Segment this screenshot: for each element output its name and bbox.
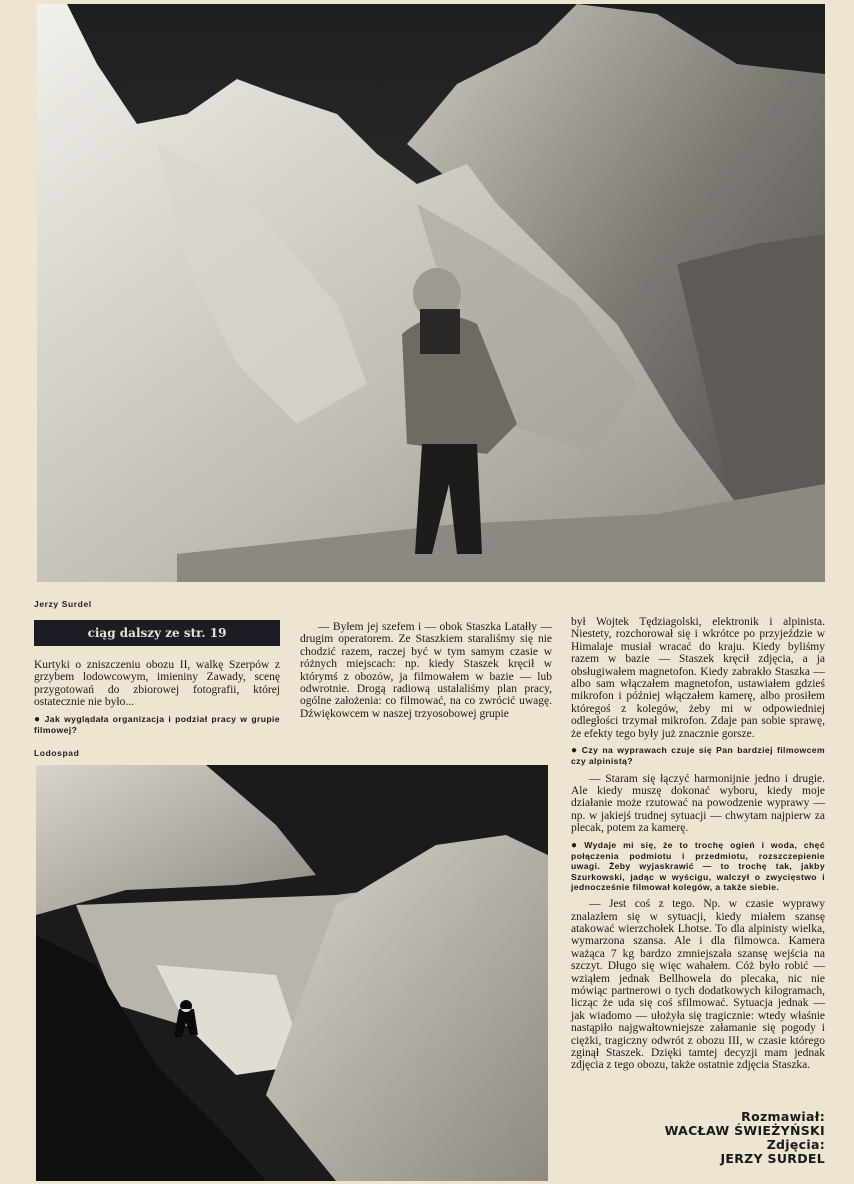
interview-question [571,745,825,767]
interview-question [571,840,825,892]
bullet-icon: ● [571,745,579,757]
bottom-photo-icefall [36,765,548,1181]
column-3-paragraph-1: był Wojtek Tędziagolski, elektronik i alpinista. Niestety, rozchorował się i wkrótce po przyjeździe w Himalaje musiał wracać do kraju. Kiedy byliśmy razem w bazie — Staszek kręcił zdjęcia, a ja obsługiwałem magnetofon. Kiedy zabrakło Staszka — albo sam włączałem magnetofon, ustawiałem gdzieś mikrofon i później włączałem kamerę, albo prosiłem któregoś z kolegów, żeby mi w odpowiedniej odległości trzymał mikrofon. Zdaje pan sobie sprawę, że efekty tego były już znacznie gorsze. [571,616,825,740]
column-3-paragraph-3: — Jest coś z tego. Np. w czasie wyprawy znalazłem się w sytuacji, kiedy miałem szansę atakować wierzchołek Lhotse. To dla alpinisty wielka, wymarzona szansa. Ale i dla filmowca. Kamera ważąca 7 kg bardzo zmniejszała szansę wejścia na szczyt. Długo się więc wahałem. Cóż było robić — wziąłem jednak Bellhowela do plecaka, nic nie mówiąc partnerowi o tych dodatkowych kilogramach, licząc że uda się coś sfilmować. Sytuacja jednak — jak wiadomo — ułożyła się tragicznie: wtedy właśnie nastąpiło najgwałtowniejsze załamanie się pogody i ciężki, tragiczny odwrót z obozu III, w czasie którego zginął Staszek. Dzięki tamtej decyzji mam jednak zdjęcia z tego obozu, także ostatnie zdjęcia Staszka. [571,898,825,1072]
column-2-paragraph: — Byłem jej szefem i — obok Staszka Latałły — drugim operatorem. Ze Staszkiem staraliśmy się nie chodzić razem, raczej być w tym samym czasie w różnych miejscach: np. kiedy Staszek kręcił w którymś z obozów, ja filmowałem w bazie — lub odwrotnie. Drogą radiową ustalaliśmy plan pracy, ogólne założenia: co filmować, na co zwrócić uwagę. Dźwiękowcem w naszej trzyosobowej grupie [300,621,552,720]
article-credits [665,1110,825,1166]
question-text: Jak wyglądała organizacja i podział pracy w grupie filmowej? [34,713,280,735]
continued-from-banner: ciąg dalszy ze str. 19 [34,620,280,646]
column-2 [300,621,552,720]
photos-label: Zdjęcia: [766,1137,825,1152]
top-photo-cameraman-icefall [37,4,825,582]
question-text: Wydaje mi się, że to trochę ogień i woda, chęć połączenia podmiotu i przedmiotu, rozszczepienie uwagi. Żeby wyjaskrawić — to trochę tak, jakby Szurkowski, jadąc w wyścigu, walczył o zwycięstwo i jednocześnie filmował kolegów, a także siebie. [571,839,825,892]
bullet-icon: ● [34,713,42,725]
column-3 [571,616,825,1072]
question-text: Czy na wyprawach czuje się Pan bardziej filmowcem czy alpinistą? [571,745,825,767]
bullet-icon: ● [571,839,582,851]
photographer-name: JERZY SURDEL [720,1151,825,1166]
interview-question [34,714,280,736]
column-1 [34,659,280,741]
bottom-photo-caption: Lodospad [34,748,80,758]
column-1-paragraph: Kurtyki o zniszczeniu obozu II, walkę Szerpów z grzybem lodowcowym, imieniny Zawady, scenę przygotowań do zbiorowej fotografii, której ostatecznie nie było... [34,659,280,709]
interviewer-name: WACŁAW ŚWIEŻYŃSKI [664,1123,825,1138]
top-photo-credit: Jerzy Surdel [34,599,92,609]
column-3-paragraph-2: — Staram się łączyć harmonijnie jedno i drugie. Ale kiedy muszę dokonać wyboru, kiedy moje działanie może rzutować na powodzenie wyprawy — np. w jakiejś trudnej sytuacji — chwytam najpierw za plecak, potem za kamerę. [571,772,825,835]
interview-label: Rozmawiał: [741,1109,825,1124]
